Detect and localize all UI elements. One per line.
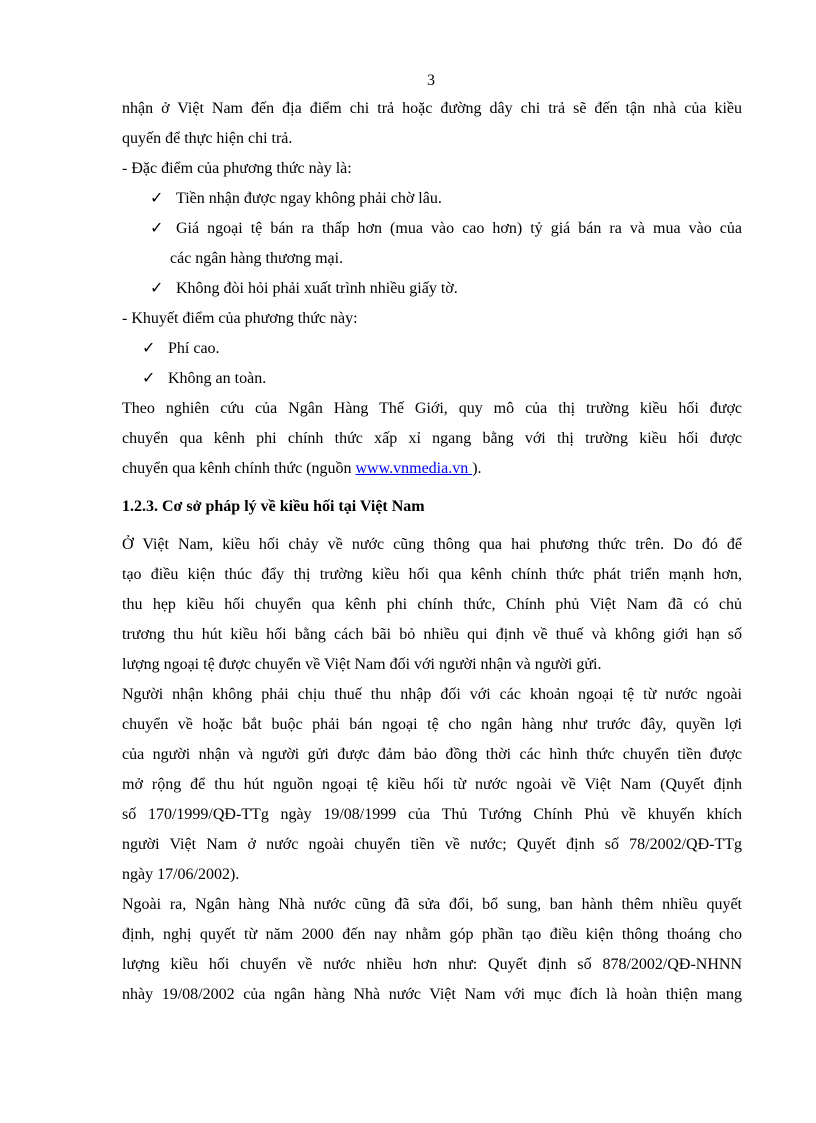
text-line: định, nghị quyết từ năm 2000 đến nay nhằm góp phần tạo điều kiện thông thoáng cho (122, 926, 742, 943)
page-number: 3 (427, 72, 435, 89)
text-line: Ngoài ra, Ngân hàng Nhà nước cũng đã sửa đổi, bổ sung, ban hành thêm nhiều quyết (122, 896, 742, 913)
checkmark-icon: ✓ (150, 280, 164, 297)
list-item: ✓ Không đòi hỏi phải xuất trình nhiều giấy tờ. (122, 274, 742, 304)
text-line: tạo điều kiện thúc đẩy thị trường kiều hối qua kênh chính thức phát triển mạnh hơn, (122, 566, 742, 583)
section-heading: 1.2.3. Cơ sở pháp lý về kiều hối tại Việt Nam (122, 498, 425, 515)
list-item: ✓ Tiền nhận được ngay không phải chờ lâu. (122, 184, 742, 214)
text-line: của người nhận và người gửi được đảm bảo đồng thời các hình thức chuyển tiền được (122, 746, 742, 763)
document-body (122, 94, 742, 1010)
checkmark-icon: ✓ (150, 220, 164, 237)
list-item: ✓ Không an toàn. (122, 364, 742, 394)
text-line: chuyển qua kênh phi chính thức xấp xỉ ngang bằng với thị trường kiều hối được (122, 430, 742, 447)
text-line: mở rộng để thu hút nguồn ngoại tệ kiều hối từ nước ngoài về Việt Nam (Quyết định (122, 776, 742, 793)
text-line: lượng kiều hối chuyển về nước nhiều hơn như: Quyết định số 878/2002/QĐ-NHNN (122, 956, 742, 973)
text-line: Theo nghiên cứu của Ngân Hàng Thế Giới, quy mô của thị trường kiều hối được (122, 400, 742, 417)
text-line: lượng ngoại tệ được chuyển về Việt Nam đối với người nhận và người gửi. (122, 656, 602, 673)
checkmark-icon: ✓ (142, 370, 156, 387)
advantages-title: - Đặc điểm của phương thức này là: (122, 160, 352, 177)
text-line: ngày 17/06/2002). (122, 866, 240, 883)
list-item: ✓ Giá ngoại tệ bán ra thấp hơn (mua vào cao hơn) tỷ giá bán ra và mua vào của (122, 214, 742, 244)
text-line: người Việt Nam ở nước ngoài chuyển tiền về nước; Quyết định số 78/2002/QĐ-TTg (122, 836, 742, 853)
source-link[interactable]: www.vnmedia.vn (355, 460, 473, 477)
list-item-continuation: các ngân hàng thương mại. (170, 250, 344, 267)
text-line: chuyển về hoặc bắt buộc phải bán ngoại tệ cho ngân hàng như trước đây, quyền lợi (122, 716, 742, 733)
checkmark-icon: ✓ (150, 190, 164, 207)
text-line: số 170/1999/QĐ-TTg ngày 19/08/1999 của Thủ Tướng Chính Phủ về khuyến khích (122, 806, 742, 823)
text-line: Người nhận không phải chịu thuế thu nhập đối với các khoản ngoại tệ từ nước ngoài (122, 686, 742, 703)
list-item: ✓ Phí cao. (122, 334, 742, 364)
checkmark-icon: ✓ (142, 340, 156, 357)
text-line: chuyển qua kênh chính thức (nguồn www.vnmedia.vn ). (122, 460, 482, 477)
text-line: Ở Việt Nam, kiều hối chảy về nước cũng thông qua hai phương thức trên. Do đó để (122, 536, 742, 553)
text-line: trương thu hút kiều hối bằng cách bãi bỏ nhiều qui định về thuế và không giới hạn số (122, 626, 742, 643)
text-line: quyến để thực hiện chi trả. (122, 130, 293, 147)
text-line: thu hẹp kiều hối chuyển qua kênh phi chính thức, Chính phủ Việt Nam đã có chủ (122, 596, 742, 613)
text-line: nhày 19/08/2002 của ngân hàng Nhà nước Việt Nam với mục đích là hoàn thiện mang (122, 986, 742, 1003)
text-line: nhận ở Việt Nam đến địa điểm chi trả hoặc đường dây chi trả sẽ đến tận nhà của kiều (122, 100, 742, 117)
disadvantages-title: - Khuyết điểm của phương thức này: (122, 310, 358, 327)
